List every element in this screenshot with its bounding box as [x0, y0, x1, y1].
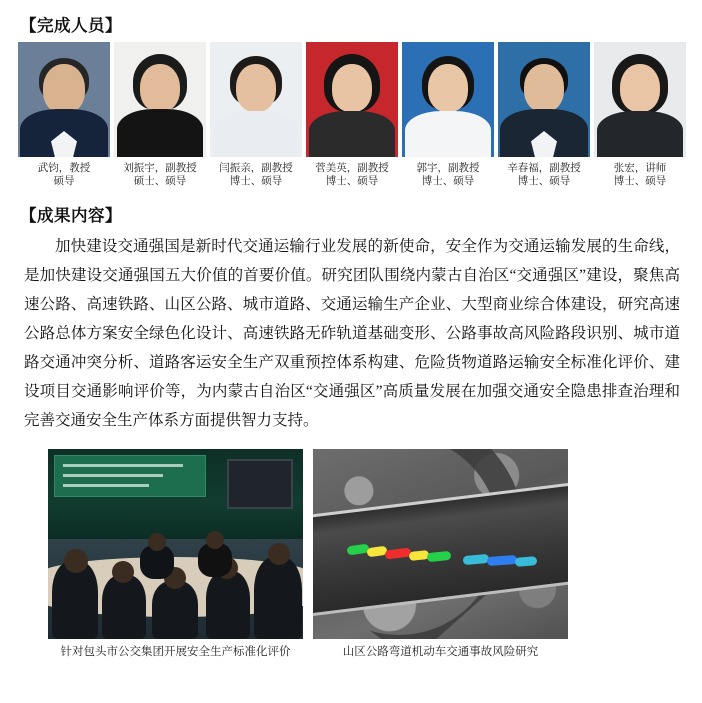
- portrait-photo: [306, 42, 398, 157]
- meeting-photo: [48, 449, 303, 639]
- portrait-photo: [114, 42, 206, 157]
- photo-block: [313, 449, 568, 659]
- person-name-line: 郭宇，副教授: [416, 162, 480, 174]
- person-card: [210, 42, 302, 188]
- people-section-heading: 【完成人员】: [20, 17, 122, 35]
- person-card: [114, 42, 206, 188]
- photo-caption: 针对包头市公交集团开展安全生产标准化评价: [60, 646, 291, 658]
- person-title-line: 硕士、硕导: [133, 175, 187, 187]
- content-section-heading: 【成果内容】: [20, 207, 122, 225]
- photo-row: [48, 449, 684, 659]
- person-title-line: 博士、硕导: [613, 175, 667, 187]
- content-paragraph: 加快建设交通强国是新时代交通运输行业发展的新使命，安全作为交通运输发展的生命线，是加快建设交通强国五大价值的首要价值。研究团队围绕内蒙古自治区“交通强区”建设，聚焦高速公路、高速铁路、山区公路、城市道路、交通运输生产企业、大型商业综合体建设，研究高速公路总体方案安全绿色化设计、高速铁路无砟轨道基础变形、公路事故高风险路段识别、城市道路交通冲突分析、道路客运安全生产双重预控体系构建、危险货物道路运输安全标准化评价、建设项目交通影响评价等，为内蒙古自治区“交通强区”高质量发展在加强交通安全隐患排查治理和完善交通安全生产体系方面提供智力支持。: [24, 238, 680, 429]
- person-name: [219, 162, 293, 188]
- portrait-photo: [18, 42, 110, 157]
- person-card: [498, 42, 590, 188]
- satellite-road-photo: [313, 449, 568, 639]
- portrait-photo: [402, 42, 494, 157]
- person-name: [614, 162, 667, 188]
- person-name-line: 闫振亲，副教授: [219, 162, 293, 174]
- portrait-photo: [498, 42, 590, 157]
- person-name-line: 菅美英，副教授: [315, 162, 389, 174]
- person-card: [594, 42, 686, 188]
- person-name: [417, 162, 480, 188]
- person-card: [402, 42, 494, 188]
- person-title-line: 博士、硕导: [421, 175, 475, 187]
- photo-caption: 山区公路弯道机动车交通事故风险研究: [342, 646, 539, 658]
- person-card: [306, 42, 398, 188]
- person-title-line: 博士、硕导: [517, 175, 571, 187]
- person-title-line: 博士、硕导: [229, 175, 283, 187]
- portrait-photo: [210, 42, 302, 157]
- people-strip: [18, 42, 684, 188]
- person-name-line: 刘振宇，副教授: [123, 162, 197, 174]
- person-name: [507, 162, 581, 188]
- person-name: [38, 162, 91, 188]
- person-name-line: 辛春福，副教授: [507, 162, 581, 174]
- person-name: [315, 162, 389, 188]
- person-title-line: 博士、硕导: [325, 175, 379, 187]
- person-name: [123, 162, 197, 188]
- person-title-line: 硕导: [53, 175, 75, 187]
- photo-block: [48, 449, 303, 659]
- person-card: [18, 42, 110, 188]
- portrait-photo: [594, 42, 686, 157]
- person-name-line: 张宏，讲师: [613, 162, 667, 174]
- person-name-line: 武钧，教授: [37, 162, 91, 174]
